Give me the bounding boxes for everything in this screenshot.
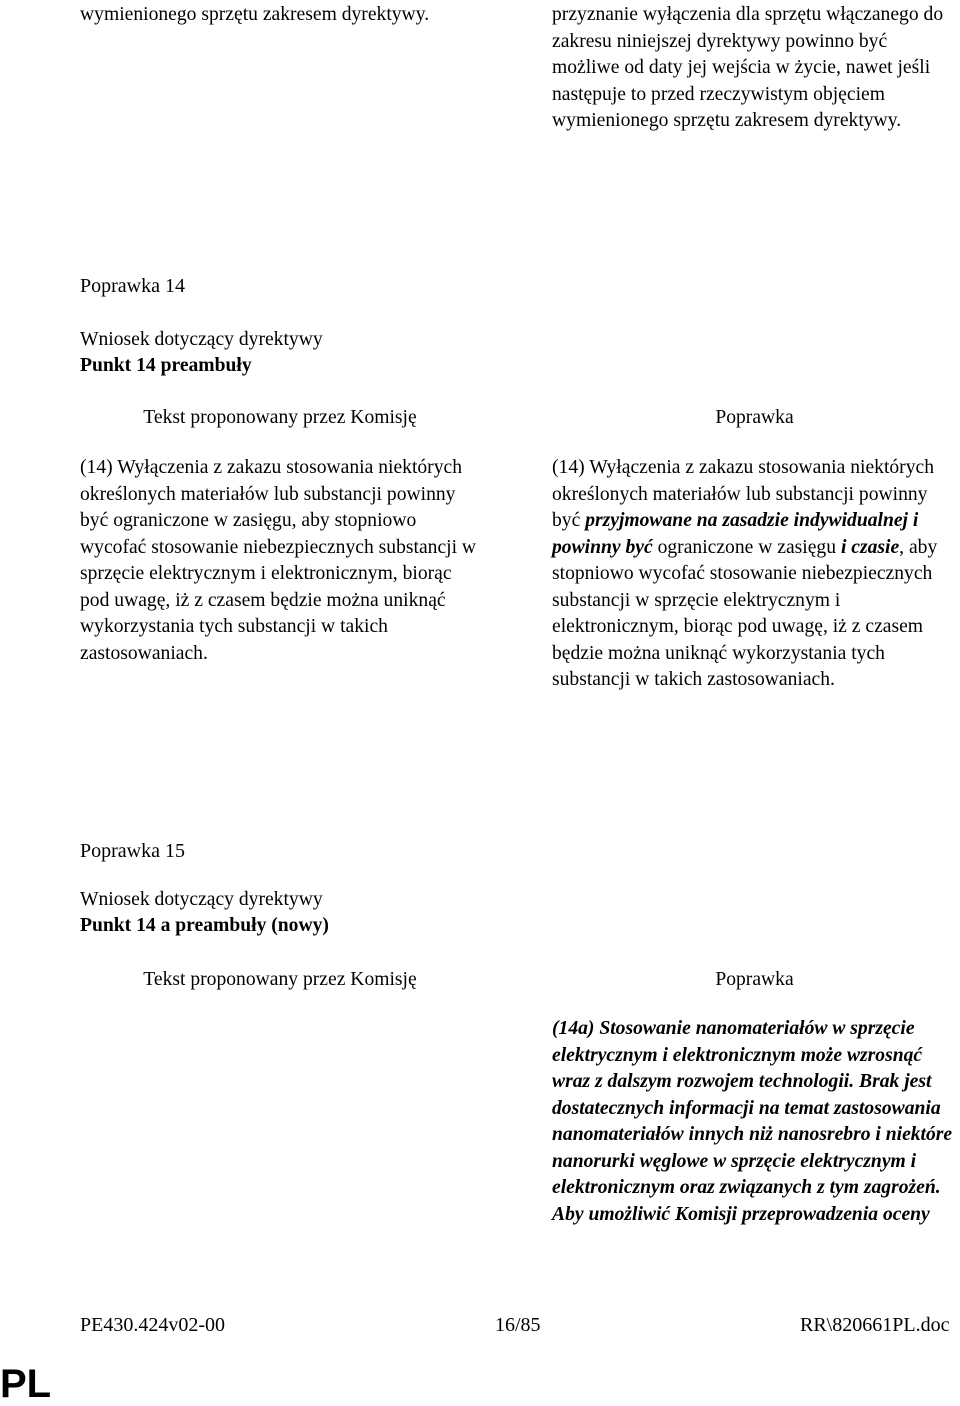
- language-code: PL: [0, 1362, 52, 1406]
- footer-page-number: 16/85: [495, 1314, 541, 1336]
- amendment-subtitle: Wniosek dotyczący dyrektywy: [80, 889, 323, 910]
- column-header-commission: Tekst proponowany przez Komisję: [143, 969, 417, 990]
- amendment-reference: Punkt 14 preambuły: [80, 355, 252, 376]
- footer-document-reference: PE430.424v02-00: [80, 1314, 225, 1336]
- text-segment: (14) Wyłączenia z zakazu stosowania niektórych określonych materiałów lub substancji powinny być: [552, 457, 935, 531]
- continued-text-right: przyznanie wyłączenia dla sprzętu włączanego do zakresu niniejszej dyrektywy powinno być możliwe od daty jej wejścia w życie, nawet jeśli następuje to przed rzeczywistym objęciem wymienionego sprzętu zakresem dyrektywy.: [552, 4, 944, 131]
- text-segment: ograniczone w zasięgu: [652, 536, 841, 558]
- amendment-title: Poprawka 15: [80, 840, 185, 862]
- amendment-subtitle: Wniosek dotyczący dyrektywy: [80, 329, 323, 350]
- amendment-text: [552, 455, 957, 694]
- inserted-text: przyjmowane na zasadzie indywidualnej i powinny być: [552, 510, 919, 558]
- amendment-text: (14a) Stosowanie nanomateriałów w sprzęcie elektrycznym i elektronicznym może wzrosnąć wraz z dalszym rozwojem technologii. Brak jest dostatecznych informacji na temat zastosowania nanomateriałów innych niż nanosrebro i niektóre nanorurki węglowe w sprzęcie elektrycznym i elektronicznym oraz związanych z tym zagrożeń. Aby umożliwić Komisji przeprowadzenia oceny: [552, 1018, 953, 1225]
- column-header-amendment: Poprawka: [715, 969, 794, 990]
- commission-text: (14) Wyłączenia z zakazu stosowania niektórych określonych materiałów lub substancji powinny być ograniczone w zasięgu, aby stopniowo wycofać stosowanie niebezpiecznych substancji w sprzęcie elektrycznym i elektronicznym, biorąc pod uwagę, iż z czasem będzie można uniknąć wykorzystania tych substancji w takich zastosowaniach.: [80, 457, 477, 664]
- continued-text-left: wymienionego sprzętu zakresem dyrektywy.: [80, 4, 430, 25]
- footer-file-name: RR\820661PL.doc: [800, 1314, 950, 1336]
- amendment-reference: Punkt 14 a preambuły (nowy): [80, 915, 329, 936]
- inserted-text: i czasie: [840, 536, 900, 558]
- column-header-commission: Tekst proponowany przez Komisję: [143, 407, 417, 428]
- amendment-title: Poprawka 14: [80, 275, 185, 297]
- text-segment: , aby stopniowo wycofać stosowanie niebezpiecznych substancji w sprzęcie elektrycznym i elektronicznym, biorąc pod uwagę, iż z czasem będzie można uniknąć wykorzystania tych substancji w takich zastosowaniach.: [552, 536, 938, 690]
- column-header-amendment: Poprawka: [715, 407, 794, 428]
